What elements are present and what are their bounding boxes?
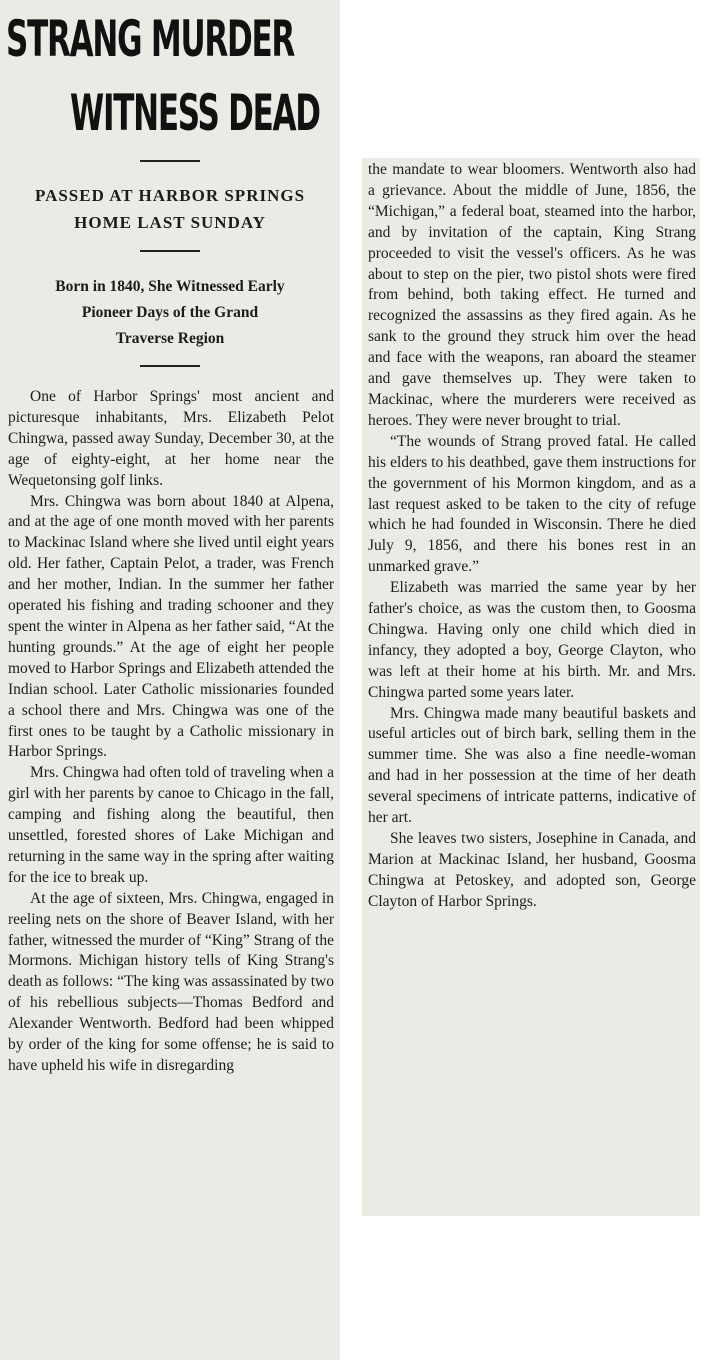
paragraph: Mrs. Chingwa was born about 1840 at Alpena, and at the age of one month moved with her parents to Mackinac Island where she lived until eight years old. Her father, Captain Pelot, a trader, was French and her mother, Indian. In the summer her father operated his fishing and trading schooner and they spent the winter in Alpena as her father said, “At the hunting grounds.” At the age of eight her people moved to Harbor Springs and Elizabeth attended the Indian school. Later Catholic missionaries founded a school there and Mrs. Chingwa was one of the first ones to be taught by a Catholic missionary in Harbor Springs. bbox=[8, 492, 334, 761]
divider-rule bbox=[140, 365, 200, 367]
article-body-right bbox=[368, 160, 696, 913]
secondary-subheadline bbox=[0, 274, 340, 352]
paragraph-continuation: the mandate to wear bloomers. Wentworth also had a grievance. About the middle of June, 1856, the “Michigan,” a federal boat, steamed into the harbor, and by invitation of the captain, King Strang proceeded to visit the vessel's officers. As he was about to step on the pier, two pistol shots were fired from behind, both taking effect. He turned and recognized the assassins as they fired again. As he sank to the ground they struck him over the head and face with the weapons, ran aboard the steamer and gave themselves up. They were taken to Mackinac, where the murderers were received as heroes. They were never brought to trial. bbox=[368, 161, 696, 429]
paragraph: “The wounds of Strang proved fatal. He called his elders to his deathbed, gave them instructions for the government of his Mormon kingdom, and as a last request asked to be taken to the city of refuge which he had founded in Wisconsin. There he died July 9, 1856, and there his bones rest in an unmarked grave.” bbox=[368, 432, 696, 576]
headline-line-2: WITNESS DEAD bbox=[70, 84, 320, 142]
paragraph: Mrs. Chingwa had often told of traveling when a girl with her parents by canoe to Chicago in the fall, camping and fishing along the beautiful, then unsettled, forested shores of Lake Michigan and returning in the same way in the spring after waiting for the ice to break up. bbox=[8, 764, 334, 886]
article-body-left bbox=[8, 387, 334, 1077]
divider-rule bbox=[140, 160, 200, 162]
paragraph: At the age of sixteen, Mrs. Chingwa, engaged in reeling nets on the shore of Beaver Island, with her father, witnessed the murder of “King” Strang of the Mormons. Michigan history tells of King Strang's death as follows: “The king was assassinated by two of his rebellious subjects—Thomas Bedford and Alexander Wentworth. Bedford had been whipped by order of the king for some offense; he is said to have upheld his wife in disregarding bbox=[8, 889, 334, 1074]
subheadline bbox=[0, 182, 340, 236]
paragraph: Elizabeth was married the same year by her father's choice, as was the custom then, to Goosma Chingwa. Having only one child which died in infancy, they adopted a boy, George Clayton, who was left at their home at his birth. Mr. and Mrs. Chingwa parted some years later. bbox=[368, 579, 696, 701]
paragraph: Mrs. Chingwa made many beautiful baskets and useful articles out of birch bark, selling them in the summer time. She was also a fine needle-woman and had in her possession at the time of her death several specimens of intricate patterns, indicative of her art. bbox=[368, 704, 696, 827]
divider-rule bbox=[140, 250, 200, 252]
subheadline-line-1: PASSED AT HARBOR SPRINGS bbox=[34, 186, 306, 205]
secondary-subheadline-line-3: Traverse Region bbox=[115, 330, 225, 347]
secondary-subheadline-line-1: Born in 1840, She Witnessed Early bbox=[55, 278, 285, 295]
paragraph: One of Harbor Springs' most ancient and picturesque inhabitants, Mrs. Elizabeth Pelot Chingwa, passed away Sunday, December 30, at the age of eighty-eight, at her home near the Wequetonsing golf links. bbox=[8, 388, 334, 489]
paragraph: She leaves two sisters, Josephine in Canada, and Marion at Mackinac Island, her husband, Goosma Chingwa at Petoskey, and adopted son, George Clayton of Harbor Springs. bbox=[368, 830, 696, 910]
headline-line-1: STRANG MURDER bbox=[6, 10, 295, 68]
secondary-subheadline-line-2: Pioneer Days of the Grand bbox=[81, 304, 259, 321]
subheadline-line-2: HOME LAST SUNDAY bbox=[74, 213, 266, 232]
